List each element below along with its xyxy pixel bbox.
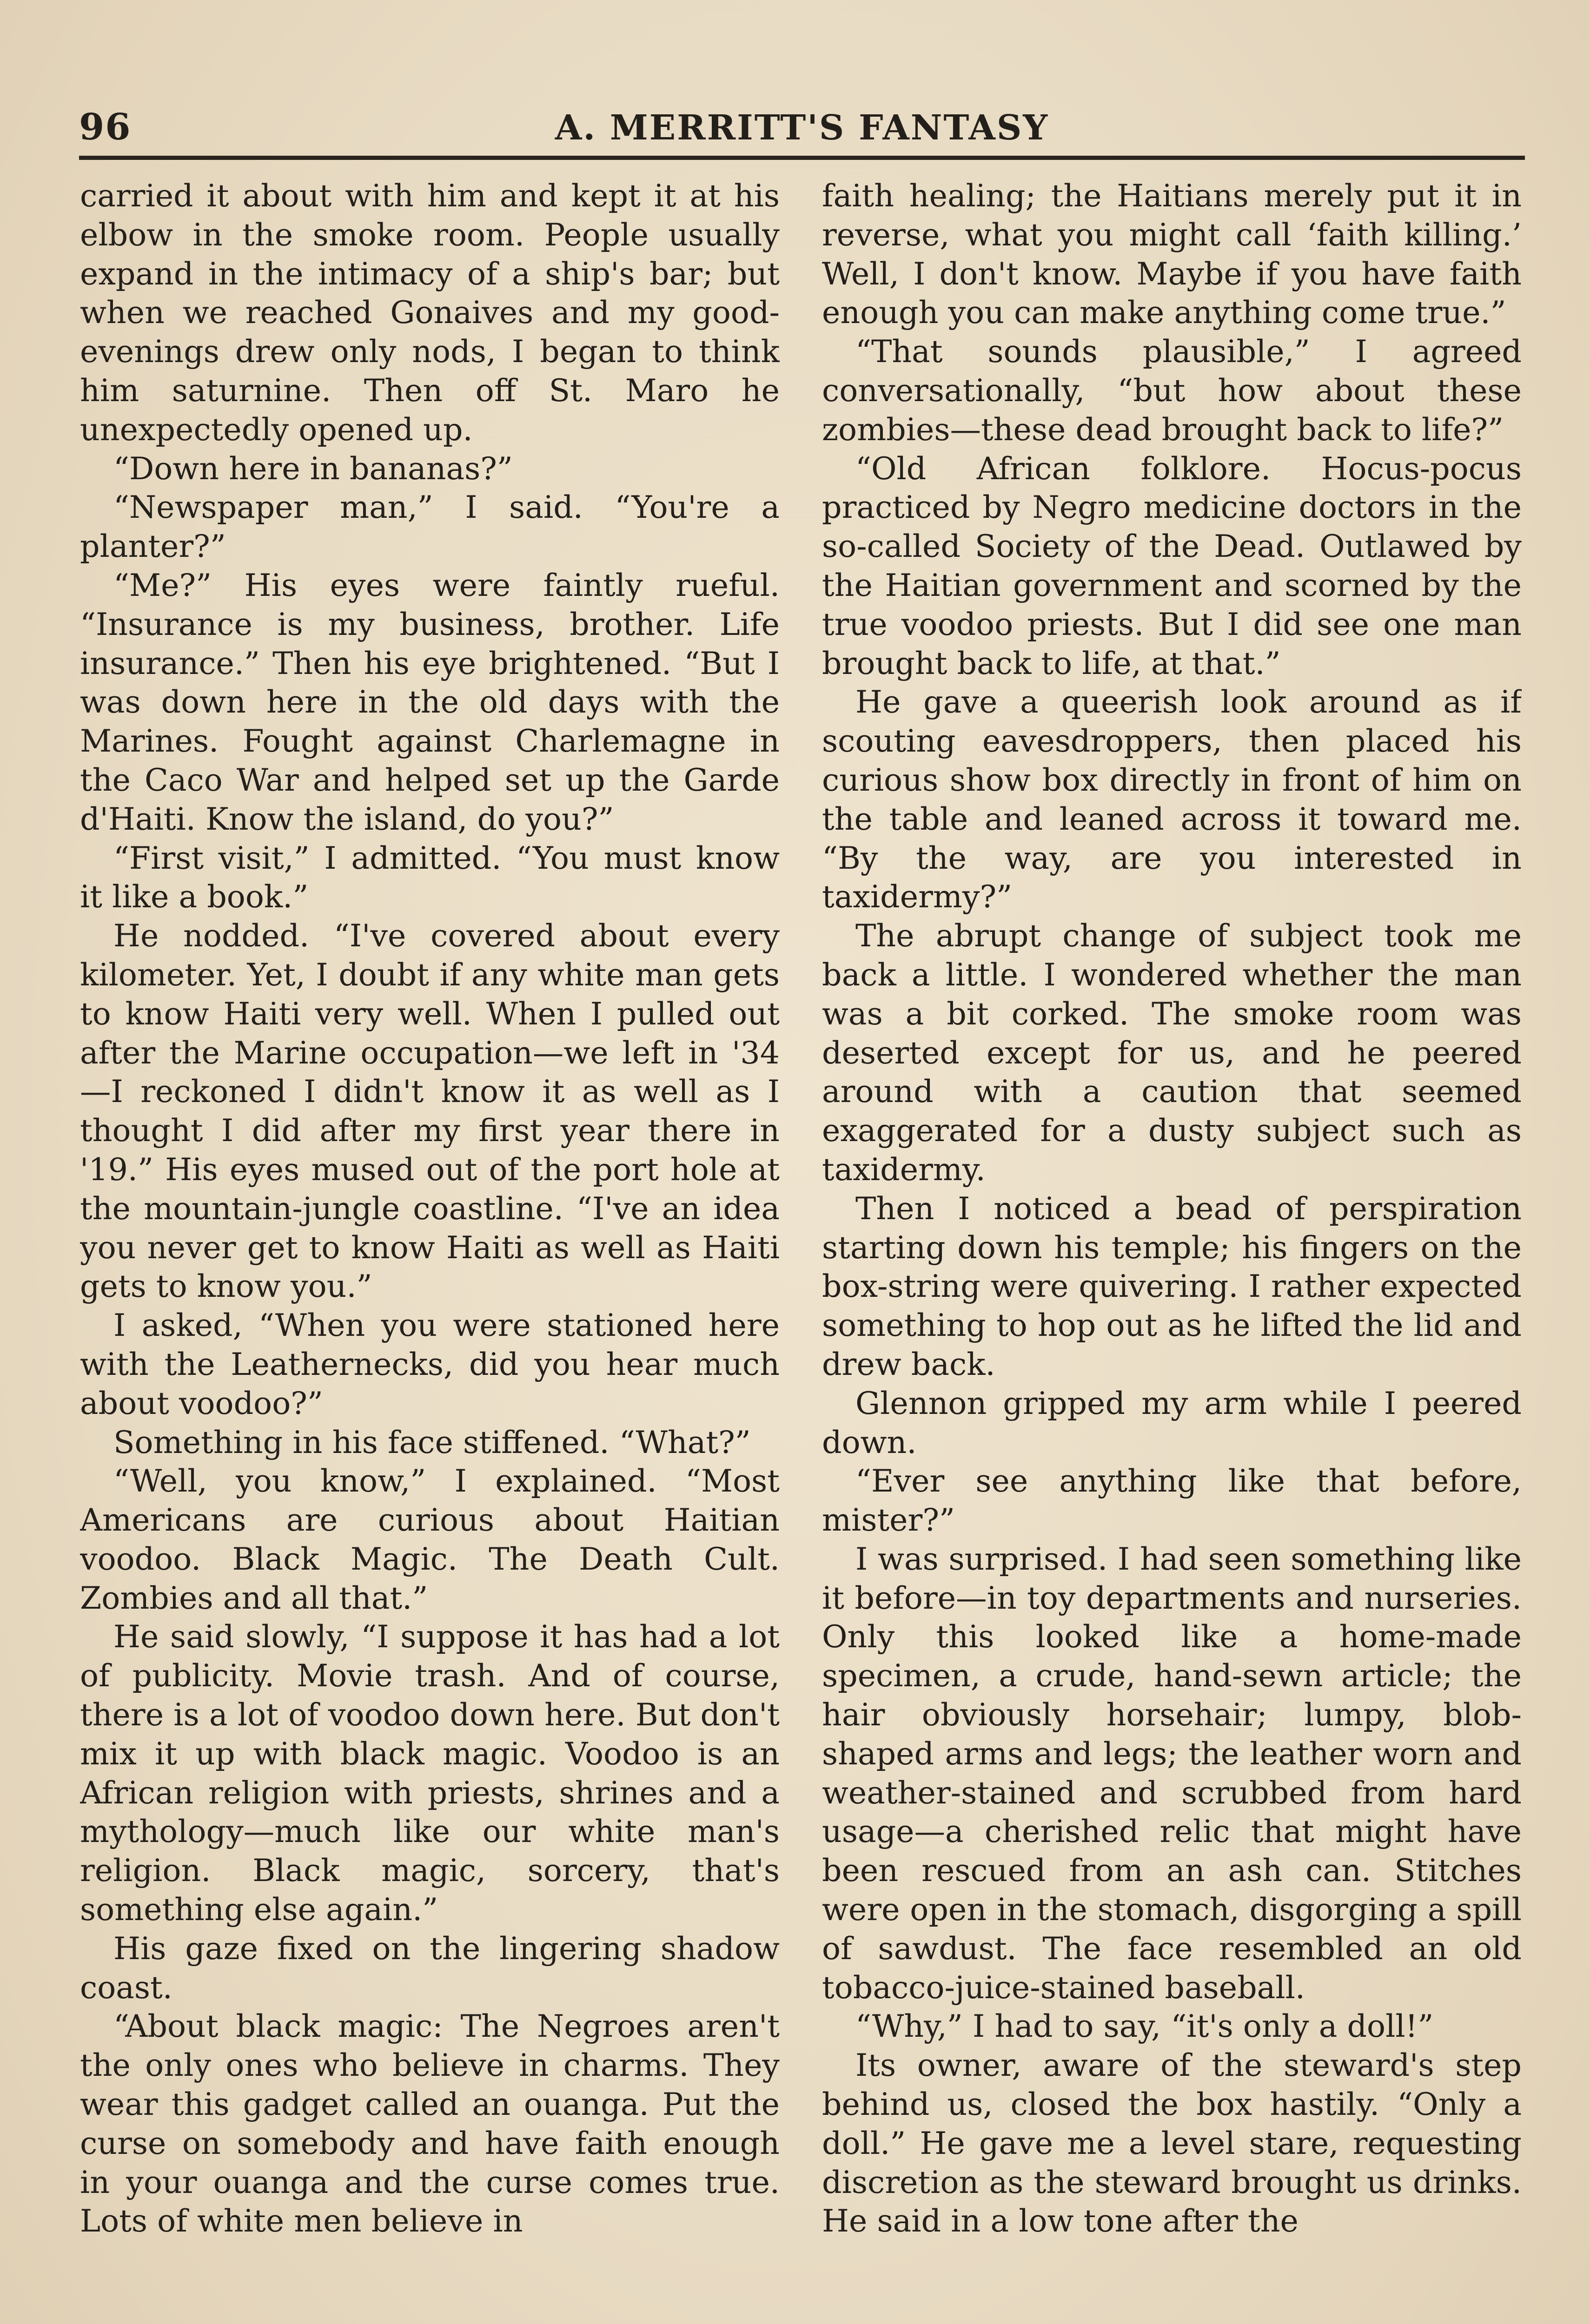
running-title: A. MERRITT'S FANTASY xyxy=(555,108,1049,148)
paragraph: Glennon gripped my arm while I peered down. xyxy=(822,1385,1522,1460)
paragraph: “Ever see anything like that before, mister?” xyxy=(822,1463,1522,1538)
paragraph: “Why,” I had to say, “it's only a doll!” xyxy=(855,2008,1434,2045)
paragraph: “Me?” His eyes were faintly rueful. “Insurance is my business, brother. Life insurance.” Then his eye brightened. “But I was down here in the old days with the Marines. Fought against Charlemagne in the Caco War and helped set up the Garde d'Haiti. Know the island, do you?” xyxy=(80,567,780,837)
paragraph: He gave a queerish look around as if scouting eavesdroppers, then placed his curious show box directly in front of him on the table and leaned across it toward me. “By the way, are you interested in taxidermy?” xyxy=(822,684,1522,915)
header-rule xyxy=(79,156,1525,160)
paragraph: carried it about with him and kept it at his elbow in the smoke room. People usually expand in the intimacy of a ship's bar; but when we reached Gonaives and my good-evenings drew only nods, I began to think him saturnine. Then off St. Maro he unexpectedly opened up. xyxy=(80,178,780,448)
paragraph: “Newspaper man,” I said. “You're a planter?” xyxy=(80,489,780,565)
left-column xyxy=(80,177,780,2324)
paragraph: “First visit,” I admitted. “You must know it like a book.” xyxy=(80,839,780,915)
paragraph: faith healing; the Haitians merely put it in reverse, what you might call ‘faith killing.’ Well, I don't know. Maybe if you have faith enough you can make anything come true.” xyxy=(822,178,1522,331)
paragraph: “Old African folklore. Hocus-pocus practiced by Negro medicine doctors in the so-called Society of the Dead. Outlawed by the Haitian government and scorned by the true voodoo priests. But I did see one man brought back to life, at that.” xyxy=(822,450,1522,681)
paragraph: The abrupt change of subject took me back a little. I wondered whether the man was a bit corked. The smoke room was deserted except for us, and he peered around with a caution that seemed exaggerated for a dusty subject such as taxidermy. xyxy=(822,918,1522,1188)
paragraph: He nodded. “I've covered about every kilometer. Yet, I doubt if any white man gets to know Haiti very well. When I pulled out after the Marine occupation—we left in '34—I reckoned I didn't know it as well as I thought I did after my first year there in '19.” His eyes mused out of the port hole at the mountain-jungle coastline. “I've an idea you never get to know Haiti as well as Haiti gets to know you.” xyxy=(80,918,780,1305)
paragraph: I asked, “When you were stationed here with the Leathernecks, did you hear much about voodoo?” xyxy=(80,1307,780,1421)
paragraph: I was surprised. I had seen something like it before—in toy departments and nurseries. Only this looked like a home-made specimen, a crude, hand-sewn article; the hair obviously horsehair; lumpy, blob-shaped arms and legs; the leather worn and weather-stained and scrubbed from hard usage—a cherished relic that might have been rescued from an ash can. Stitches were open in the stomach, disgorging a spill of sawdust. The face resembled an old tobacco-juice-stained baseball. xyxy=(822,1540,1522,2006)
paragraph: He said slowly, “I suppose it has had a lot of publicity. Movie trash. And of course, there is a lot of voodoo down here. But don't mix it up with black magic. Voodoo is an African religion with priests, shrines and a mythology—much like our white man's religion. Black magic, sorcery, that's something else again.” xyxy=(80,1618,780,1928)
paragraph: His gaze fixed on the lingering shadow coast. xyxy=(80,1930,780,2006)
paragraph: “Down here in bananas?” xyxy=(113,450,513,487)
paragraph: “Well, you know,” I explained. “Most Americans are curious about Haitian voodoo. Black Magic. The Death Cult. Zombies and all that.” xyxy=(80,1463,780,1616)
paragraph: Its owner, aware of the steward's step behind us, closed the box hastily. “Only a doll.” He gave me a level stare, requesting discretion as the steward brought us drinks. He said in a low tone after the xyxy=(822,2047,1522,2239)
page-number: 96 xyxy=(79,106,132,148)
paragraph: Something in his face stiffened. “What?” xyxy=(113,1424,751,1460)
paragraph: Then I noticed a bead of perspiration starting down his temple; his fingers on the box-string were quivering. I rather expected something to hop out as he lifted the lid and drew back. xyxy=(822,1190,1522,1382)
paragraph: “About black magic: The Negroes aren't the only ones who believe in charms. They wear this gadget called an ouanga. Put the curse on somebody and have faith enough in your ouanga and the curse comes true. Lots of white men believe in xyxy=(80,2008,780,2239)
page-header xyxy=(79,98,1525,163)
paragraph: “That sounds plausible,” I agreed conversationally, “but how about these zombies—these dead brought back to life?” xyxy=(822,333,1522,448)
right-column xyxy=(822,177,1522,2324)
